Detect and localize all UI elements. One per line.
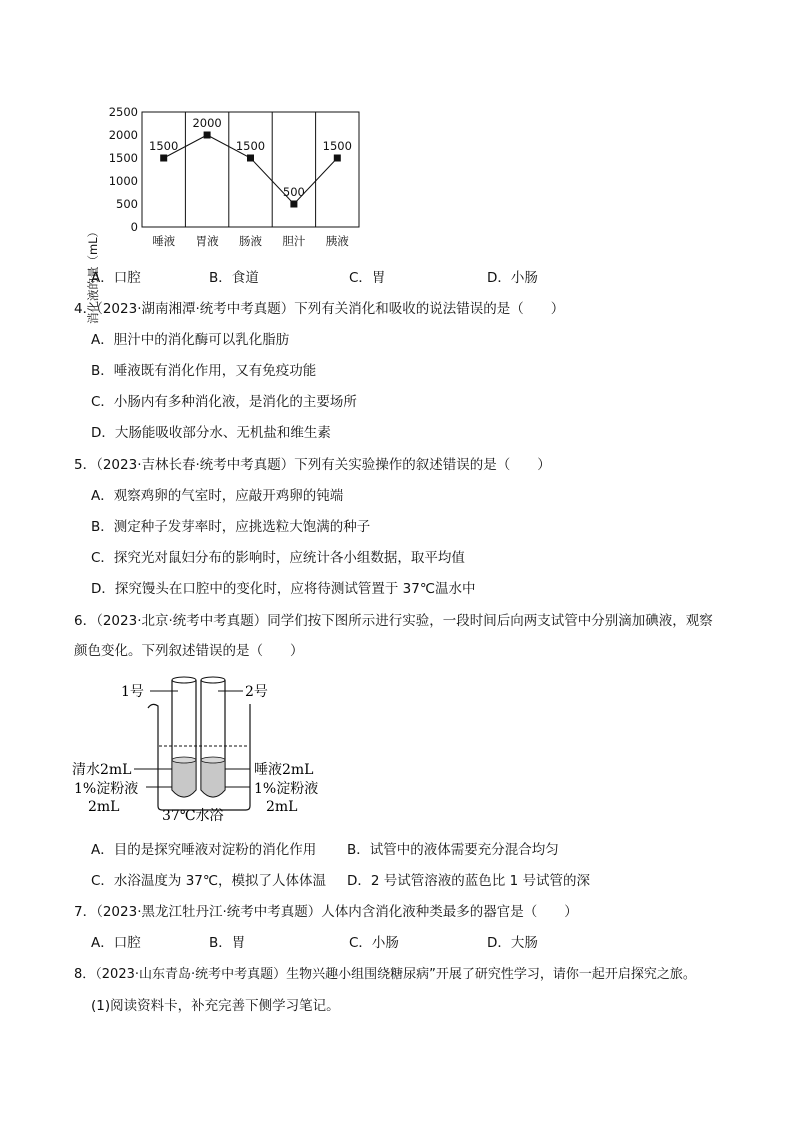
q6-stem-line2: 颜色变化。下列叙述错误的是（ ） [74, 643, 304, 659]
beaker-experiment-figure [0, 670, 793, 830]
data-label: 1500 [149, 139, 179, 153]
q5-option-c[interactable]: C．探究光对鼠妇分布的影响时，应统计各小组数据，取平均值 [91, 550, 465, 566]
q7-option-c[interactable]: C．小肠 [349, 935, 399, 951]
q7-option-a[interactable]: A．口腔 [91, 935, 141, 951]
q6-stem-line1: 6．（2023·北京·统考中考真题）同学们按下图所示进行实验，一段时间后向两支试管中分别滴加碘液，观察 [74, 613, 713, 629]
q4-option-b[interactable]: B．唾液既有消化作用，又有免疫功能 [91, 363, 317, 379]
chart-ylabel: 消化液的量（mL） [86, 225, 100, 325]
q4-option-c[interactable]: C．小肠内有多种消化液，是消化的主要场所 [91, 394, 357, 410]
tube1-label: 1号 [121, 684, 144, 700]
data-label: 2000 [192, 116, 222, 130]
left-label-mid: 1%淀粉液 [74, 781, 139, 797]
q6-option-c[interactable]: C．水浴温度为 37℃，模拟了人体体温 [91, 873, 327, 889]
data-label: 500 [282, 185, 305, 199]
q4-option-d[interactable]: D．大肠能吸收部分水、无机盐和维生素 [91, 425, 331, 441]
chart-y-ticks [109, 105, 138, 234]
data-label: 1500 [235, 139, 266, 153]
data-point [247, 155, 254, 162]
data-point [204, 132, 211, 139]
q3-option-d[interactable]: D．小肠 [487, 270, 538, 286]
q6-option-d[interactable]: D．2 号试管溶液的蓝色比 1 号试管的深 [347, 873, 590, 889]
y-tick-label: 2000 [108, 128, 138, 142]
y-tick-label: 0 [130, 220, 138, 234]
tube2-label: 2号 [245, 684, 268, 700]
test-tube-1 [172, 677, 196, 797]
x-category-label: 胆汁 [282, 234, 306, 248]
x-category-label: 唾液 [152, 234, 176, 248]
data-point [290, 201, 297, 208]
q5-option-b[interactable]: B．测定种子发芽率时，应挑选粒大饱满的种子 [91, 519, 371, 535]
y-tick-label: 500 [116, 197, 138, 211]
q3-option-c[interactable]: C．胃 [349, 270, 386, 286]
q4-stem: 4．（2023·湖南湘潭·统考中考真题）下列有关消化和吸收的说法错误的是（ ） [74, 301, 565, 317]
q7-option-d[interactable]: D．大肠 [487, 935, 538, 951]
right-label-mid: 1%淀粉液 [254, 781, 319, 797]
x-category-label: 胰液 [325, 234, 349, 248]
left-label-top: 清水2mL [72, 762, 132, 778]
q3-option-a[interactable]: A．口腔 [91, 270, 141, 286]
q7-option-b[interactable]: B．胃 [209, 935, 246, 951]
q8-stem: 8．（2023·山东青岛·统考中考真题）生物兴趣小组围绕糖尿病”开展了研究性学习，请你一起开启探究之旅。 [74, 967, 696, 982]
bath-label: 37℃水浴 [162, 808, 224, 824]
data-label: 1500 [322, 139, 352, 153]
data-point [334, 155, 341, 162]
q6-option-b[interactable]: B．试管中的液体需要充分混合均匀 [347, 842, 559, 858]
chart-x-labels [152, 234, 349, 248]
q8-sub1: (1)阅读资料卡，补充完善下侧学习笔记。 [91, 998, 340, 1014]
y-tick-label: 1500 [108, 151, 138, 165]
y-tick-label: 2500 [108, 105, 138, 119]
q5-option-d[interactable]: D．探究馒头在口腔中的变化时，应将待测试管置于 37℃温水中 [91, 581, 476, 597]
q5-stem: 5．（2023·吉林长春·统考中考真题）下列有关实验操作的叙述错误的是（ ） [74, 457, 551, 473]
y-tick-label: 1000 [108, 174, 138, 188]
q5-option-a[interactable]: A．观察鸡卵的气室时，应敲开鸡卵的钝端 [91, 488, 344, 504]
right-label-top: 唾液2mL [254, 762, 314, 778]
q3-option-b[interactable]: B．食道 [209, 270, 259, 286]
x-category-label: 肠液 [239, 234, 262, 248]
x-category-label: 胃液 [195, 234, 219, 248]
right-label-bot: 2mL [266, 799, 298, 815]
data-point [160, 155, 167, 162]
test-tube-2 [201, 677, 225, 797]
left-label-bot: 2mL [88, 799, 120, 815]
q6-option-a[interactable]: A．目的是探究唾液对淀粉的消化作用 [91, 842, 317, 858]
q7-stem: 7．（2023·黑龙江牡丹江·统考中考真题）人体内含消化液种类最多的器官是（ ） [74, 904, 578, 920]
q4-option-a[interactable]: A．胆汁中的消化酶可以乳化脂肪 [91, 332, 290, 348]
beaker [148, 704, 250, 810]
digestive-juice-chart [0, 100, 793, 360]
